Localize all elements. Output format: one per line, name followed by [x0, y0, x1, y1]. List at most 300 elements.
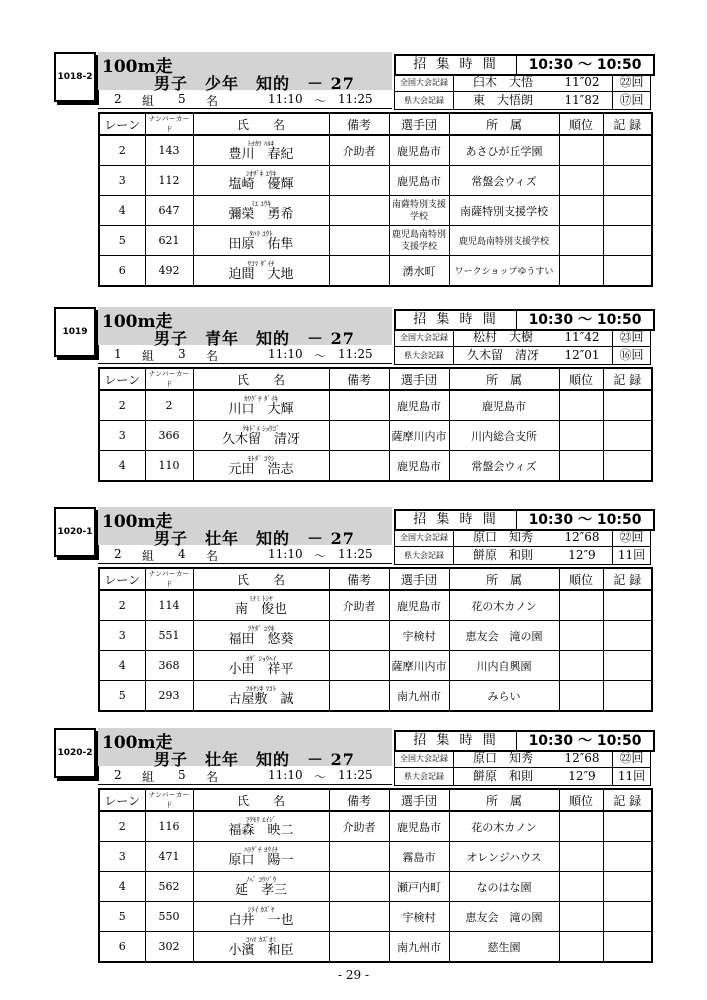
note-cell: 介助者 [329, 590, 389, 621]
lane-cell: 2 [99, 390, 145, 421]
name-kana: ﾌｸﾀﾞ ﾕｳｷ [247, 624, 275, 633]
call-time-label: 招 集 時 間 [396, 56, 517, 74]
col-header-rank: 順位 [559, 368, 603, 390]
record-cell [603, 196, 652, 226]
team-cell: 鹿児島市 [389, 811, 449, 842]
race-id: 1019 [54, 307, 96, 357]
rank-cell [559, 932, 603, 963]
table-row [99, 390, 652, 421]
start-time: 11:10 [268, 92, 303, 106]
lane-cell: 4 [99, 451, 145, 482]
record-row [394, 529, 651, 547]
call-time-label: 招 集 時 間 [396, 311, 517, 329]
col-header-note: 備考 [329, 368, 389, 390]
col-header-name: 氏 名 [193, 568, 329, 590]
number-cell: 143 [145, 135, 193, 166]
record-row [394, 347, 651, 365]
rank-cell [559, 451, 603, 482]
rank-cell [559, 811, 603, 842]
start-time: 11:10 [268, 768, 303, 782]
record-kind: 県大会記録 [394, 768, 453, 785]
name-kana: ﾌﾙﾔｼｷ ﾏｺﾄ [245, 684, 277, 693]
record-time: 12″68 [564, 751, 600, 765]
table-row [99, 256, 652, 287]
rank-cell [559, 590, 603, 621]
record-cell [603, 621, 652, 651]
note-cell [329, 256, 389, 287]
record-cell [603, 651, 652, 681]
event-name: 100m走 [102, 57, 173, 77]
record-round: ㉒回 [612, 529, 651, 546]
group-line [98, 90, 392, 109]
table-row [99, 196, 652, 226]
number-cell: 621 [145, 226, 193, 256]
col-header-team: 選手団 [389, 113, 449, 135]
group-label: 組 [142, 770, 155, 784]
record-time: 12″9 [568, 769, 596, 783]
col-header-aff: 所 属 [449, 113, 559, 135]
affiliation-cell: みらい [449, 681, 559, 712]
col-header-team: 選手団 [389, 368, 449, 390]
record-cell [603, 932, 652, 963]
entrant-count: 5 [178, 768, 186, 782]
note-cell [329, 390, 389, 421]
team-cell: 南薩特別支援学校 [389, 196, 449, 226]
col-header-note: 備考 [329, 789, 389, 811]
record-time: 12″01 [564, 348, 600, 362]
record-holder: 原口 知秀 [453, 750, 552, 767]
team-cell: 南九州市 [389, 932, 449, 963]
col-header-name: 氏 名 [193, 113, 329, 135]
athlete-name: 元田 浩志 [228, 461, 294, 477]
name-kana: ﾐﾅﾐ ﾄｼﾔ [249, 594, 273, 603]
record-holder: 原口 知秀 [453, 529, 552, 546]
record-cell [603, 842, 652, 872]
time-separator: ～ [314, 549, 327, 563]
lane-cell: 5 [99, 226, 145, 256]
col-header-record: 記 録 [603, 789, 652, 811]
start-time: 11:10 [268, 547, 303, 561]
name-cell [193, 902, 329, 932]
athlete-name: 延 孝三 [234, 882, 287, 898]
col-header-team: 選手団 [389, 568, 449, 590]
call-time-box [394, 730, 655, 752]
table-header [99, 568, 652, 590]
rank-cell [559, 226, 603, 256]
call-time-label: 招 集 時 間 [396, 511, 517, 529]
table-row [99, 932, 652, 963]
group-line [98, 545, 392, 564]
record-cell [603, 166, 652, 196]
record-kind: 県大会記録 [394, 92, 453, 109]
team-cell: 霧島市 [389, 842, 449, 872]
record-row [394, 768, 651, 786]
record-cell [603, 590, 652, 621]
col-header-name: 氏 名 [193, 789, 329, 811]
rank-cell [559, 166, 603, 196]
record-round: ㉒回 [612, 74, 651, 91]
col-header-num: ナンバーカード [145, 789, 193, 811]
table-header [99, 113, 652, 135]
team-cell: 南九州市 [389, 681, 449, 712]
name-cell [193, 651, 329, 681]
entry-table [98, 367, 653, 482]
col-header-num: ナンバーカード [145, 368, 193, 390]
team-cell: 鹿児島市 [389, 590, 449, 621]
table-row [99, 590, 652, 621]
athlete-name: 福森 映二 [228, 822, 294, 838]
call-time-label: 招 集 時 間 [396, 732, 517, 750]
record-kind: 全国大会記録 [394, 329, 453, 346]
record-round: 11回 [612, 547, 651, 564]
team-cell: 鹿児島市 [389, 166, 449, 196]
group-label: 組 [142, 349, 155, 363]
affiliation-cell: 川内総合支所 [449, 421, 559, 451]
name-kana: ﾊﾗｸﾞﾁ ﾖｳｲﾁ [244, 845, 278, 854]
athlete-name: 田原 佑隼 [228, 236, 294, 252]
col-header-aff: 所 属 [449, 568, 559, 590]
entry-table [98, 567, 653, 712]
call-time: 10:30 ～ 10:50 [528, 512, 642, 528]
athlete-name: 福田 悠葵 [228, 631, 294, 647]
rank-cell [559, 256, 603, 287]
name-cell [193, 256, 329, 287]
group-line [98, 345, 392, 364]
time-separator: ～ [314, 94, 327, 108]
table-row [99, 226, 652, 256]
name-cell [193, 196, 329, 226]
record-cell [603, 811, 652, 842]
note-cell [329, 196, 389, 226]
note-cell [329, 651, 389, 681]
name-kana: ｼｵｻﾞｷ ﾕｳｷ [245, 169, 277, 178]
number-cell: 471 [145, 842, 193, 872]
col-header-note: 備考 [329, 113, 389, 135]
affiliation-cell: 鹿児島市 [449, 390, 559, 421]
rank-cell [559, 842, 603, 872]
table-row [99, 135, 652, 166]
col-header-record: 記 録 [603, 113, 652, 135]
table-row [99, 842, 652, 872]
name-kana: ｻｺﾏ ﾀﾞｲﾁ [247, 259, 275, 268]
number-cell: 293 [145, 681, 193, 712]
name-cell [193, 681, 329, 712]
affiliation-cell: 鹿児島南特別支援学校 [449, 226, 559, 256]
record-holder: 臼木 大悟 [453, 74, 552, 91]
athlete-name: 迫間 大地 [228, 266, 294, 282]
race-class: 男子 少年 知的 － 27 [154, 74, 355, 93]
rank-cell [559, 135, 603, 166]
race-id: 1018-2 [54, 52, 96, 102]
record-row [394, 92, 651, 110]
number-cell: 302 [145, 932, 193, 963]
affiliation-cell: 慈生園 [449, 932, 559, 963]
col-header-lane: レーン [99, 568, 145, 590]
note-cell: 介助者 [329, 135, 389, 166]
lane-cell: 6 [99, 256, 145, 287]
number-cell: 366 [145, 421, 193, 451]
page-number: - 29 - [337, 968, 369, 982]
end-time: 11:25 [338, 768, 373, 782]
record-time: 11″02 [564, 75, 600, 89]
table-row [99, 421, 652, 451]
name-cell [193, 872, 329, 902]
team-cell: 鹿児島市 [389, 390, 449, 421]
team-cell: 瀬戸内町 [389, 872, 449, 902]
number-cell: 551 [145, 621, 193, 651]
lane-cell: 3 [99, 621, 145, 651]
group-number: 2 [114, 547, 122, 561]
team-cell: 宇検村 [389, 621, 449, 651]
name-cell [193, 390, 329, 421]
name-cell [193, 421, 329, 451]
lane-cell: 5 [99, 902, 145, 932]
name-cell [193, 811, 329, 842]
team-cell: 薩摩川内市 [389, 421, 449, 451]
rank-cell [559, 390, 603, 421]
record-cell [603, 226, 652, 256]
table-row [99, 681, 652, 712]
count-label: 名 [206, 549, 219, 563]
name-kana: ｸｷﾄﾞﾒ ｼｮｳｺﾞ [242, 424, 280, 433]
name-cell [193, 451, 329, 482]
entry-table [98, 788, 653, 963]
rank-cell [559, 902, 603, 932]
col-header-record: 記 録 [603, 368, 652, 390]
name-kana: ｺﾊﾏ ｶｽﾞｵﾐ [245, 935, 277, 944]
record-kind: 県大会記録 [394, 347, 453, 364]
number-cell: 2 [145, 390, 193, 421]
note-cell: 介助者 [329, 811, 389, 842]
name-cell [193, 590, 329, 621]
affiliation-cell: 恵友会 滝の園 [449, 621, 559, 651]
time-separator: ～ [314, 349, 327, 363]
name-kana: ｵﾀﾞ ｼｮｳﾍｲ [245, 654, 277, 663]
note-cell [329, 621, 389, 651]
race-class: 男子 青年 知的 － 27 [154, 329, 355, 348]
group-number: 2 [114, 768, 122, 782]
record-cell [603, 390, 652, 421]
record-holder: 松村 大樹 [453, 329, 552, 346]
team-cell: 鹿児島市 [389, 135, 449, 166]
col-header-rank: 順位 [559, 789, 603, 811]
record-round: ㉓回 [612, 329, 651, 346]
record-kind: 全国大会記録 [394, 529, 453, 546]
race-class: 男子 壮年 知的 － 27 [154, 529, 355, 548]
note-cell [329, 226, 389, 256]
number-cell: 562 [145, 872, 193, 902]
event-name: 100m走 [102, 512, 173, 532]
entrant-count: 3 [178, 347, 186, 361]
record-row [394, 74, 651, 92]
record-kind: 全国大会記録 [394, 750, 453, 767]
call-time: 10:30 ～ 10:50 [528, 312, 642, 328]
call-time: 10:30 ～ 10:50 [528, 733, 642, 749]
count-label: 名 [206, 94, 219, 108]
col-header-num: ナンバーカード [145, 113, 193, 135]
record-round: ⑯回 [612, 347, 651, 364]
athlete-name: 塩崎 優輝 [228, 176, 294, 192]
affiliation-cell: あさひが丘学園 [449, 135, 559, 166]
record-time: 11″42 [564, 330, 600, 344]
affiliation-cell: 南薩特別支援学校 [449, 196, 559, 226]
group-number: 1 [114, 347, 122, 361]
record-cell [603, 256, 652, 287]
rank-cell [559, 872, 603, 902]
number-cell: 110 [145, 451, 193, 482]
group-number: 2 [114, 92, 122, 106]
rank-cell [559, 621, 603, 651]
record-kind: 全国大会記録 [394, 74, 453, 91]
group-line [98, 766, 392, 785]
record-time: 12″9 [568, 548, 596, 562]
number-cell: 550 [145, 902, 193, 932]
col-header-name: 氏 名 [193, 368, 329, 390]
name-kana: ﾌｸﾓﾘ ｴｲｼﾞ [245, 815, 277, 824]
athlete-name: 彌榮 勇希 [228, 206, 294, 222]
athlete-name: 原口 陽一 [228, 852, 294, 868]
table-row [99, 651, 652, 681]
event-name: 100m走 [102, 733, 173, 753]
record-time: 11″82 [564, 93, 600, 107]
record-row [394, 547, 651, 565]
col-header-rank: 順位 [559, 568, 603, 590]
note-cell [329, 872, 389, 902]
note-cell [329, 451, 389, 482]
team-cell: 鹿児島南特別支援学校 [389, 226, 449, 256]
table-row [99, 902, 652, 932]
col-header-aff: 所 属 [449, 789, 559, 811]
entrant-count: 5 [178, 92, 186, 106]
table-header [99, 368, 652, 390]
race-header [98, 307, 392, 348]
athlete-name: 南 俊也 [234, 601, 287, 617]
note-cell [329, 842, 389, 872]
name-cell [193, 135, 329, 166]
number-cell: 647 [145, 196, 193, 226]
record-round: 11回 [612, 768, 651, 785]
affiliation-cell: オレンジハウス [449, 842, 559, 872]
race-class: 男子 壮年 知的 － 27 [154, 750, 355, 769]
record-cell [603, 872, 652, 902]
record-row [394, 329, 651, 347]
col-header-rank: 順位 [559, 113, 603, 135]
affiliation-cell: ワークショップゆうすい [449, 256, 559, 287]
race-id: 1020-2 [54, 728, 96, 778]
count-label: 名 [206, 770, 219, 784]
record-holder: 東 大悟朗 [453, 92, 552, 109]
name-cell [193, 226, 329, 256]
athlete-name: 久木留 清冴 [221, 431, 300, 447]
name-cell [193, 932, 329, 963]
start-time: 11:10 [268, 347, 303, 361]
note-cell [329, 421, 389, 451]
col-header-num: ナンバーカード [145, 568, 193, 590]
end-time: 11:25 [338, 347, 373, 361]
time-separator: ～ [314, 770, 327, 784]
call-time-box [394, 509, 655, 531]
rank-cell [559, 651, 603, 681]
group-label: 組 [142, 94, 155, 108]
race-header [98, 728, 392, 769]
athlete-name: 白井 一也 [228, 912, 294, 928]
name-kana: ﾉﾍﾞ ｺｳｿﾞｳ [245, 875, 277, 884]
lane-cell: 3 [99, 166, 145, 196]
name-kana: ﾀﾊﾗ ﾕｳﾄ [249, 229, 273, 238]
number-cell: 116 [145, 811, 193, 842]
team-cell: 鹿児島市 [389, 451, 449, 482]
col-header-team: 選手団 [389, 789, 449, 811]
record-round: ㉒回 [612, 750, 651, 767]
lane-cell: 2 [99, 590, 145, 621]
team-cell: 薩摩川内市 [389, 651, 449, 681]
col-header-record: 記 録 [603, 568, 652, 590]
race-header [98, 52, 392, 93]
record-holder: 餅原 和則 [453, 547, 552, 564]
record-cell [603, 135, 652, 166]
record-holder: 餅原 和則 [453, 768, 552, 785]
number-cell: 492 [145, 256, 193, 287]
name-cell [193, 842, 329, 872]
number-cell: 368 [145, 651, 193, 681]
col-header-note: 備考 [329, 568, 389, 590]
table-row [99, 621, 652, 651]
rank-cell [559, 421, 603, 451]
event-name: 100m走 [102, 312, 173, 332]
group-label: 組 [142, 549, 155, 563]
call-time: 10:30 ～ 10:50 [528, 57, 642, 73]
record-holder: 久木留 清冴 [453, 347, 552, 364]
col-header-lane: レーン [99, 113, 145, 135]
athlete-name: 小濱 和臣 [228, 942, 294, 958]
col-header-lane: レーン [99, 368, 145, 390]
name-kana: ﾓﾄﾀﾞ ｺｳｼ [247, 454, 275, 463]
affiliation-cell: 常盤会ウィズ [449, 166, 559, 196]
team-cell: 宇検村 [389, 902, 449, 932]
table-row [99, 451, 652, 482]
rank-cell [559, 681, 603, 712]
name-cell [193, 621, 329, 651]
lane-cell: 5 [99, 681, 145, 712]
entrant-count: 4 [178, 547, 186, 561]
name-kana: ｼﾗｲ ｶｽﾞﾔ [247, 905, 275, 914]
affiliation-cell: 花の木カノン [449, 590, 559, 621]
name-kana: ｶﾜｸﾞﾁ ﾀﾞｲｷ [244, 394, 278, 403]
record-cell [603, 902, 652, 932]
athlete-name: 古屋敷 誠 [228, 691, 294, 707]
athlete-name: 川口 大輝 [228, 401, 294, 417]
record-cell [603, 681, 652, 712]
table-row [99, 166, 652, 196]
table-row [99, 872, 652, 902]
record-cell [603, 451, 652, 482]
record-round: ⑰回 [612, 92, 651, 109]
team-cell: 湧水町 [389, 256, 449, 287]
record-time: 12″68 [564, 530, 600, 544]
col-header-lane: レーン [99, 789, 145, 811]
name-kana: ﾄﾖｶﾜ ﾊﾙｷ [247, 139, 275, 148]
lane-cell: 2 [99, 811, 145, 842]
record-kind: 県大会記録 [394, 547, 453, 564]
affiliation-cell: 川内自興園 [449, 651, 559, 681]
name-cell [193, 166, 329, 196]
name-kana: ﾐｴ ﾕｳｷ [251, 199, 271, 208]
col-header-aff: 所 属 [449, 368, 559, 390]
note-cell [329, 932, 389, 963]
race-id: 1020-1 [54, 507, 96, 557]
call-time-box [394, 309, 655, 331]
note-cell [329, 681, 389, 712]
